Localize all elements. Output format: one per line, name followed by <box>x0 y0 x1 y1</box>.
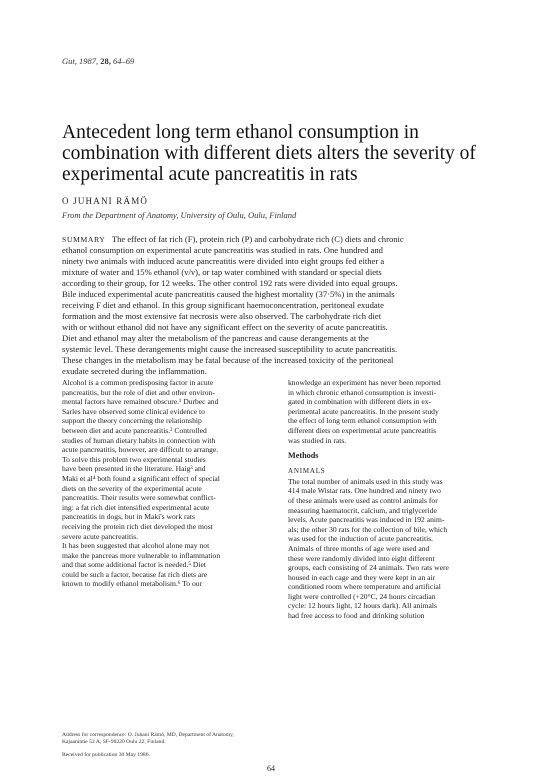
text-line: The total number of animals used in this study was <box>288 476 443 486</box>
animals-subheading: ANIMALS <box>288 467 326 476</box>
footnote-line: Address for correspondence: O. Juhani Rämö, MD, Department of Anatomy, <box>62 732 234 738</box>
methods-heading: Methods <box>288 451 319 461</box>
author-name: O JUHANI RÄMÖ <box>62 196 149 206</box>
text-line: studies of human dietary habits in connection with <box>62 435 216 445</box>
text-line: als; the other 30 rats for the collection of bile, which <box>288 524 448 534</box>
text-line: 414 male Wistar rats. One hundred and ninety two <box>288 486 441 496</box>
journal-pages: 64–69 <box>113 56 135 66</box>
page-number: 64 <box>267 764 275 773</box>
text-line: levels. Acute pancreatitis was induced in 192 anim- <box>288 515 445 525</box>
summary-line: ninety two animals with induced acute pancreatitis were divided into eight groups fed either a <box>62 256 385 266</box>
text-line: the effect of long term ethanol consumption with <box>288 416 437 426</box>
text-line: It has been suggested that alcohol alone may not <box>62 541 210 551</box>
title-line: Antecedent long term ethanol consumption in <box>62 122 419 143</box>
text-line: between diet and acute pancreatitis.² Controlled <box>62 425 207 435</box>
summary-text: The effect of fat rich (F), protein rich (P) and carbohydrate rich (C) diets and chronic <box>111 234 404 244</box>
journal-year: 1987, <box>79 56 99 66</box>
summary-label: SUMMARY <box>62 235 106 244</box>
summary-line: receiving F diet and ethanol. In this group significant haemoconcentration, peritoneal exudate <box>62 300 384 310</box>
summary-line: ethanol consumption on experimental acute pancreatitis was studied in rats. One hundred and <box>62 245 383 255</box>
text-line: Animals of three months of age were used and <box>288 543 430 553</box>
text-line: pancreatitis. Their results were somewhat conflict- <box>62 493 216 503</box>
text-line: light were controlled (+20°C, 24 hours circadian <box>288 591 436 601</box>
text-line: gated in combination with different diets in ex- <box>288 397 432 407</box>
text-line: knowledge an experiment has never been reported <box>288 378 441 387</box>
summary-line: These changes in the metabolism may be fatal because of the increased toxicity of the peritoneal <box>62 355 394 365</box>
author-affiliation: From the Department of Anatomy, University of Oulu, Oulu, Finland <box>62 210 297 220</box>
journal-volume: 28, <box>100 56 111 66</box>
text-line: was studied in rats. <box>288 435 347 445</box>
text-line: diets on the severity of the experimental acute <box>62 483 202 493</box>
summary-line: Diet and ethanol may alter the metabolism of the pancreas and cause derangements at the <box>62 333 369 343</box>
text-line: have been presented in the literature. Haig³ and <box>62 464 206 474</box>
summary-line: Bile induced experimental acute pancreatitis caused the highest mortality (37·5%) in the animals <box>62 289 395 299</box>
summary-line: systemic level. These derangements might cause the increased susceptibility to acute pancreatitis. <box>62 344 398 354</box>
summary-line: exudate secreted during the inflammation. <box>62 366 207 376</box>
text-line: support the theory concerning the relationship <box>62 416 202 426</box>
text-line: different diets on experimental acute pancreatitis <box>288 425 437 435</box>
text-line: had free access to food and drinking solution <box>288 611 425 621</box>
text-line: receiving the protein rich diet developed the most <box>62 521 213 531</box>
title-line: combination with different diets alters the severity of <box>62 143 476 164</box>
body-column-left <box>62 378 269 589</box>
journal-name: Gut, <box>62 56 77 66</box>
text-line: severe acute pancreatitis. <box>62 531 139 541</box>
summary-abstract <box>62 234 496 377</box>
text-line: could be such a factor, because fat rich diets are <box>62 569 208 579</box>
journal-citation <box>62 56 134 66</box>
summary-line <box>62 234 496 245</box>
text-line: pancreatitis, but the role of diet and other environ- <box>62 387 215 397</box>
summary-line: with or without ethanol did not have any significant effect on the severity of acute pancreatitis. <box>62 322 388 332</box>
text-line: measuring haematocrit, calcium, and triglyceride <box>288 505 437 515</box>
text-line: in which chronic ethanol consumption is investi- <box>288 387 437 397</box>
footnote-line: Kajaanintie 52 A, SF-90220 Oulu 22, Finland. <box>62 739 166 745</box>
text-line: make the pancreas more vulnerable to inflammation <box>62 550 221 560</box>
text-line: conditioned room where temperature and artificial <box>288 582 441 592</box>
text-line: housed in each cage and they were kept in an air <box>288 572 436 582</box>
text-line: cycle: 12 hours light, 12 hours dark). All animals <box>288 601 437 611</box>
text-line: and that some additional factor is needed.⁵ Diet <box>62 560 206 570</box>
text-line: these were randomly divided into eight different <box>288 553 435 563</box>
text-line: pancreatitis in dogs, but in Maki's work rats <box>62 512 195 522</box>
text-line: known to modify ethanol metabolism.⁶ To our <box>62 579 203 589</box>
text-line: ing: a fat rich diet intensified experimental acute <box>62 502 210 512</box>
received-date: Received for publication 30 May 1986. <box>62 752 150 758</box>
text-line: of these animals were used as control animals for <box>288 495 438 505</box>
text-line: perimental acute pancreatitis. In the present study <box>288 406 439 416</box>
summary-line: according to their group, for 12 weeks. The other control 192 rats were divided into equal groups. <box>62 278 398 288</box>
body-column-right <box>288 378 495 621</box>
summary-line: mixture of water and 15% ethanol (v/v), or tap water combined with standard or special diets <box>62 267 382 277</box>
text-line: acute pancreatitis, however, are difficult to arrange. <box>62 445 219 455</box>
text-line: groups, each consisting of 24 animals. Two rats were <box>288 563 449 573</box>
text-line: Maki et al⁴ both found a significant effect of special <box>62 473 220 483</box>
text-line: mental factors have remained obscure.¹ Durbec and <box>62 397 219 407</box>
text-line: Alcohol is a common predisposing factor in acute <box>62 378 214 387</box>
article-title <box>62 122 502 185</box>
text-line: To solve this problem two experimental studies <box>62 454 206 464</box>
title-line: experimental acute pancreatitis in rats <box>62 164 358 185</box>
correspondence-footnote <box>62 732 272 759</box>
text-line: was used for the induction of acute pancreatitis. <box>288 534 434 544</box>
summary-line: formation and the most extensive fat necrosis were also observed. The carbohydrate rich diet <box>62 311 382 321</box>
text-line: Sarles have observed some clinical evidence to <box>62 406 205 416</box>
